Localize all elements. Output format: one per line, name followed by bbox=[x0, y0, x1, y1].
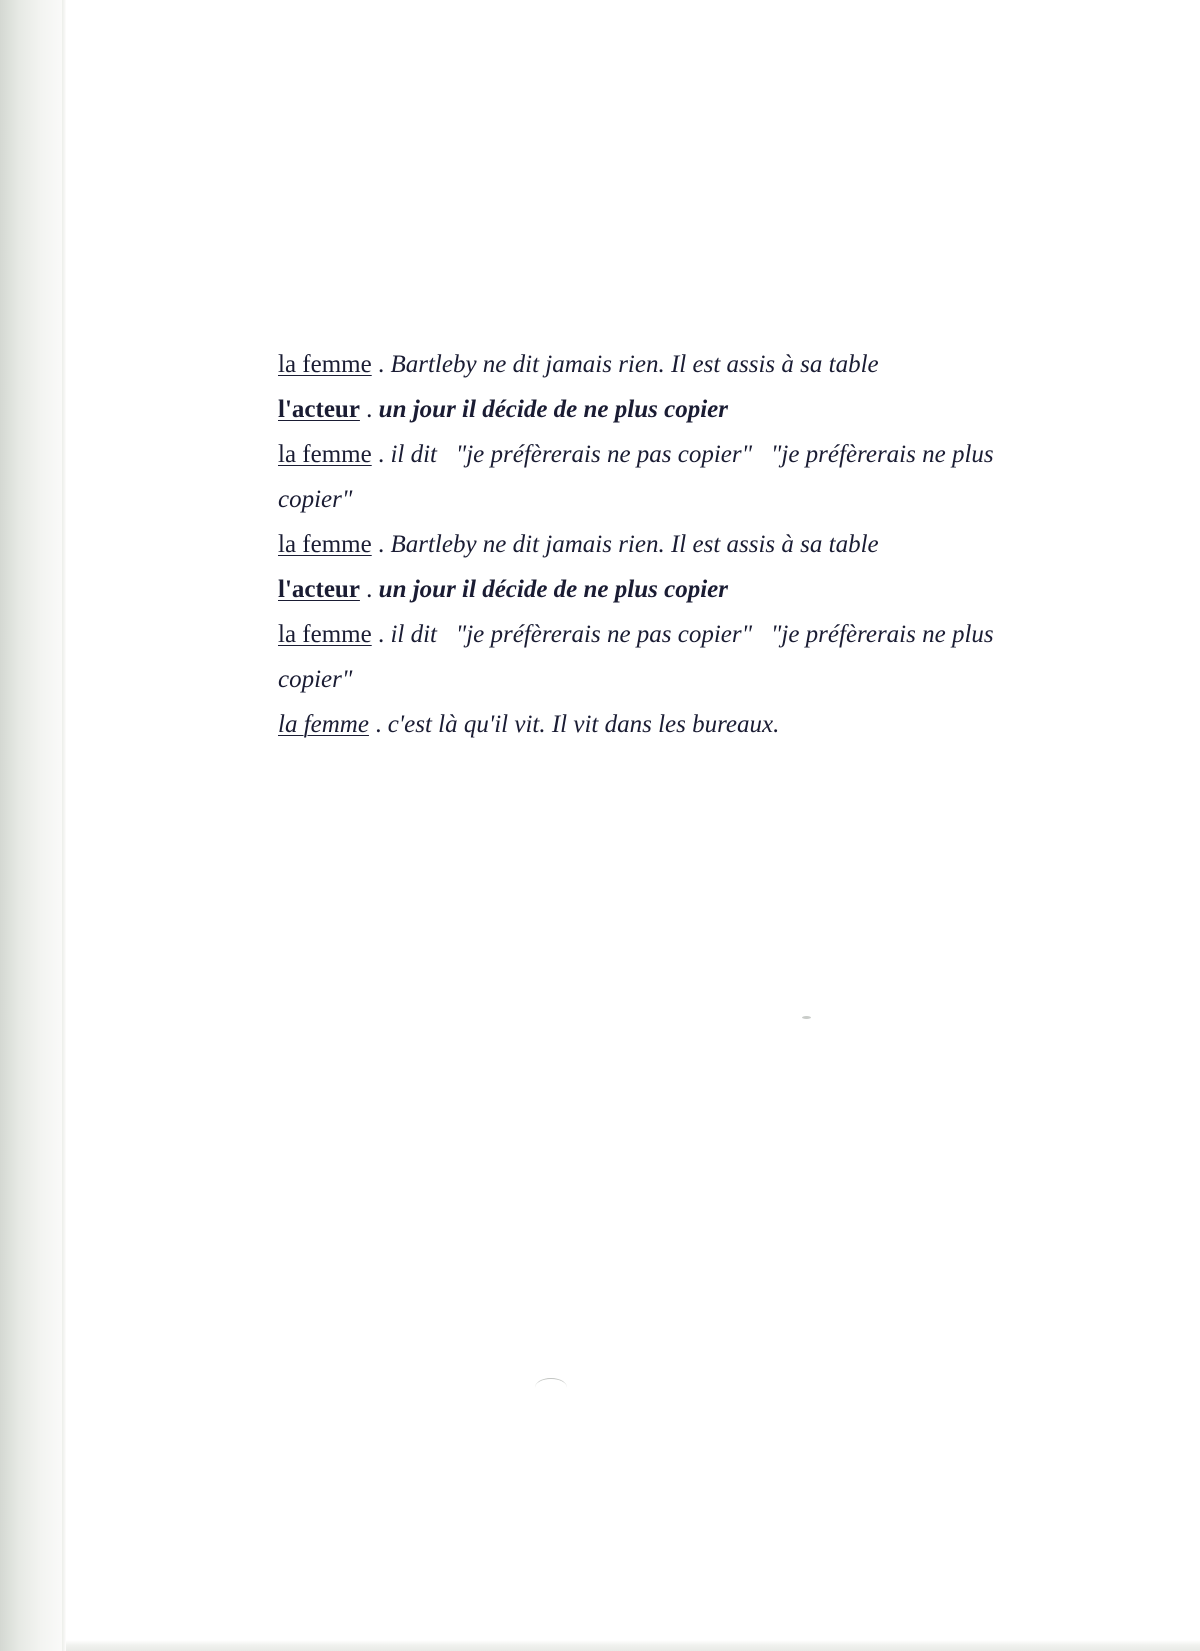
speaker-separator: . bbox=[366, 576, 373, 603]
script-line bbox=[278, 522, 1098, 567]
script-text bbox=[278, 342, 1098, 747]
speaker-separator: . bbox=[375, 711, 382, 738]
speech-text: il dit "je préfèrerais ne pas copier" "je préfèrerais ne plus bbox=[390, 441, 994, 468]
speaker-name: la femme bbox=[278, 531, 372, 558]
speech-text: un jour il décide de ne plus copier bbox=[378, 576, 728, 603]
script-line bbox=[278, 612, 1098, 657]
speech-text: Bartleby ne dit jamais rien. Il est assis à sa table bbox=[390, 531, 879, 558]
scan-speck bbox=[802, 1016, 811, 1019]
speech-continuation: copier" bbox=[278, 486, 353, 513]
script-line-continuation bbox=[278, 477, 1098, 522]
script-line bbox=[278, 567, 1098, 612]
speech-continuation: copier" bbox=[278, 666, 353, 693]
scan-bottom-edge bbox=[66, 1640, 1200, 1651]
speech-text: c'est là qu'il vit. Il vit dans les bureaux. bbox=[387, 711, 780, 738]
speech-text: il dit "je préfèrerais ne pas copier" "je préfèrerais ne plus bbox=[390, 621, 994, 648]
speaker-separator: . bbox=[377, 531, 385, 558]
script-line-continuation bbox=[278, 657, 1098, 702]
scan-speck bbox=[535, 1378, 567, 1397]
scan-left-edge bbox=[0, 0, 66, 1651]
speaker-separator: . bbox=[377, 621, 385, 648]
speech-text: un jour il décide de ne plus copier bbox=[378, 396, 728, 423]
speaker-separator: . bbox=[377, 441, 385, 468]
speaker-separator: . bbox=[366, 396, 373, 423]
scan-edge-line bbox=[62, 0, 65, 1651]
speaker-name: la femme bbox=[278, 351, 372, 378]
script-line bbox=[278, 432, 1098, 477]
script-line bbox=[278, 702, 1098, 747]
speaker-name: la femme bbox=[278, 711, 369, 738]
speaker-name: l'acteur bbox=[278, 396, 360, 423]
speaker-name: l'acteur bbox=[278, 576, 360, 603]
speaker-name: la femme bbox=[278, 441, 372, 468]
speaker-separator: . bbox=[377, 351, 385, 378]
script-line bbox=[278, 342, 1098, 387]
speech-text: Bartleby ne dit jamais rien. Il est assis à sa table bbox=[390, 351, 879, 378]
script-line bbox=[278, 387, 1098, 432]
speaker-name: la femme bbox=[278, 621, 372, 648]
